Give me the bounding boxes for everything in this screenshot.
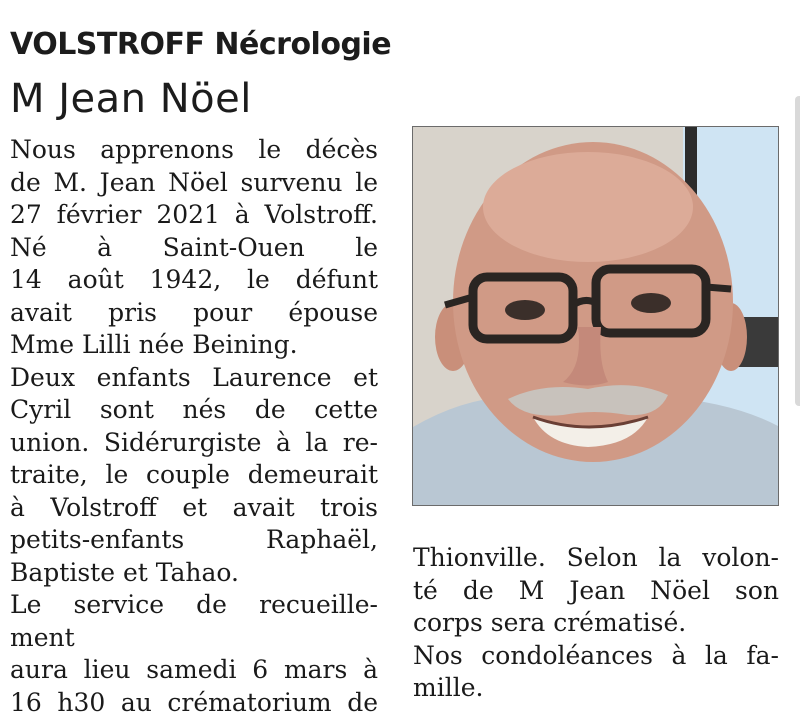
article-kicker: VOLSTROFF Nécrologie bbox=[10, 27, 392, 62]
text-line: union. Sidérurgiste à la re- bbox=[10, 427, 378, 457]
text-line: ment bbox=[10, 622, 75, 652]
text-line: Nos condoléances à la fa- bbox=[413, 640, 779, 670]
text-line: Baptiste et Tahao. bbox=[10, 557, 239, 587]
text-line: Le service de recueille- bbox=[10, 590, 378, 619]
text-line: Deux enfants Laurence et bbox=[10, 362, 378, 392]
article-text-left-column bbox=[10, 134, 378, 719]
text-line: petits-enfants Raphaël, bbox=[10, 525, 378, 554]
text-line: à Volstroff et avait trois bbox=[10, 492, 378, 522]
text-line: traite, le couple demeurait bbox=[10, 460, 378, 489]
side-panel-handle[interactable] bbox=[795, 96, 800, 406]
text-line: 27 février 2021 à Volstroff. bbox=[10, 200, 378, 229]
text-line: 14 août 1942, le défunt bbox=[10, 265, 378, 294]
text-line: Né à Saint-Ouen le bbox=[10, 232, 378, 262]
text-line: Mme Lilli née Beining. bbox=[10, 330, 298, 359]
text-line: corps sera crématisé. bbox=[413, 608, 687, 637]
text-line: Nous apprenons le décès bbox=[10, 135, 378, 164]
text-line: 16 h30 au crématorium de bbox=[10, 687, 378, 717]
portrait-photo-icon bbox=[413, 127, 779, 506]
article-headline: M Jean Nöel bbox=[10, 76, 252, 122]
article-text-right-column bbox=[413, 542, 779, 705]
portrait-photo bbox=[412, 126, 779, 506]
text-line: Cyril sont nés de cette bbox=[10, 395, 378, 424]
text-line: té de M Jean Nöel son bbox=[413, 575, 779, 605]
text-line: mille. bbox=[413, 673, 484, 702]
text-line: avait pris pour épouse bbox=[10, 297, 378, 327]
text-line: de M. Jean Nöel survenu le bbox=[10, 167, 378, 197]
text-line: aura lieu samedi 6 mars à bbox=[10, 655, 378, 684]
text-line: Thionville. Selon la volon- bbox=[413, 543, 779, 572]
